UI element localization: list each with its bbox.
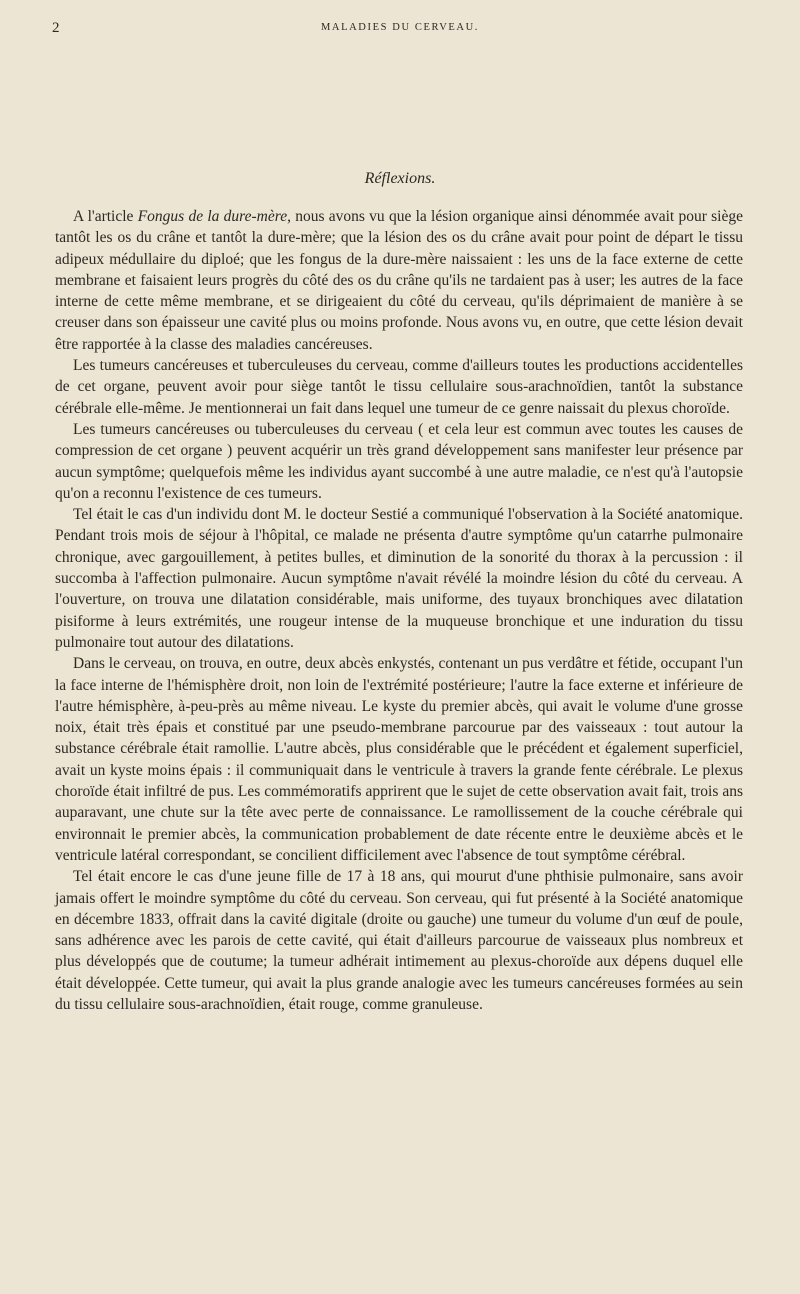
running-head: MALADIES DU CERVEAU. (320, 22, 480, 33)
paragraph (55, 206, 743, 355)
paragraph: Tel était encore le cas d'une jeune fille de 17 à 18 ans, qui mourut d'une phthisie pulmonaire, sans avoir jamais offert le moindre symptôme du côté du cerveau. Son cerveau, qui fut présenté à la Société anatomique en décembre 1833, offrait dans la cavité digitale (droite ou gauche) une tumeur du volume d'un œuf de poule, sans adhérence avec les parois de cette cavité, qui était d'ailleurs parcourue de vaisseaux plus nombreux et plus développés que de coutume; la tumeur adhérait intimement au plexus-choroïde aux dépens duquel elle était développée. Cette tumeur, qui avait la plus grande analogie avec les tumeurs cancéreuses formées au sein du tissu cellulaire sous-arachnoïdien, était rouge, comme granuleuse. (55, 868, 743, 1013)
emphasis-term: Fongus de la dure-mère (137, 208, 288, 225)
page-number: 2 (52, 20, 60, 36)
paragraph: Dans le cerveau, on trouva, en outre, deux abcès enkystés, contenant un pus verdâtre et fétide, occupant l'un la face interne de l'hémisphère droit, non loin de l'extrémité postérieure; l'autre la face externe et inférieure de l'autre hémisphère, à-peu-près au même niveau. Le kyste du premier abcès, qui avait le volume d'une grosse noix, était très épais et constitué par une pseudo-membrane parcourue par des vaisseaux : tout autour la substance cérébrale était ramollie. L'autre abcès, plus considérable que le précédent et également superficiel, avait un kyste moins épais : il communiquait dans le ventricule à travers la grande fente cérébrale. Le plexus choroïde était infiltré de pus. Les commémoratifs apprirent que le sujet de cette observation avait fait, trois ans auparavant, une chute sur la tête avec perte de connaissance. Le ramollissement de la couche cérébrale qui environnait le premier abcès, la communication probablement de date récente entre le deuxième abcès et le ventricule latéral correspondant, se concilient difficilement avec l'absence de tout symptôme cérébral. (55, 655, 743, 864)
paragraph: Les tumeurs cancéreuses et tuberculeuses du cerveau, comme d'ailleurs toutes les productions accidentelles de cet organe, peuvent avoir pour siège tantôt le tissu cellulaire sous-arachnoïdien, tantôt la substance cérébrale elle-même. Je mentionnerai un fait dans lequel une tumeur de ce genre naissait du plexus choroïde. (55, 357, 743, 417)
paragraph: Les tumeurs cancéreuses ou tuberculeuses du cerveau ( et cela leur est commun avec toutes les causes de compression de cet organe ) peuvent acquérir un très grand développement sans manifester leur présence par aucun symptôme; quelquefois même les individus ayant succombé à une autre maladie, ce n'est qu'à l'autopsie qu'on a reconnu l'existence de ces tumeurs. (55, 420, 743, 502)
body-text (55, 206, 743, 1015)
page-header (0, 20, 800, 42)
paragraph-rest: , nous avons vu que la lésion organique ainsi dénommée avait pour siège tantôt les os du crâne et tantôt la dure-mère; que la lésion des os du crâne avait pour point de départ le tissu adipeux médullaire du diploé; que les fongus de la dure-mère naissaient : les uns de la face externe de cette membrane et faisaient leurs progrès du côté des os du crâne qu'ils ne tardaient pas à user; les autres de la face interne de cette même membrane, et se dirigeaient du côté du cerveau, qu'ils déprimaient de manière à se creuser dans son épaisseur une cavité plus ou moins profonde. Nous avons vu, en outre, que cette lésion devait être rapportée à la classe des maladies cancéreuses. (55, 208, 743, 353)
paragraph: Tel était le cas d'un individu dont M. le docteur Sestié a communiqué l'observation à la Société anatomique. Pendant trois mois de séjour à l'hôpital, ce malade ne présenta d'autre symptôme qu'un catarrhe pulmonaire chronique, avec gargouillement, à petites bulles, et diminution de la sonorité du thorax à la percussion : il succomba à l'affection pulmonaire. Aucun symptôme n'avait révélé la moindre lésion du côté du cerveau. A l'ouverture, on trouva une dilatation considérable, mais uniforme, des tuyaux bronchiques avec dilatation pisiforme à leurs extrémités, une rougeur intense de la muqueuse bronchique et une induration du tissu pulmonaire tout autour des dilatations. (55, 506, 743, 651)
section-title: Réflexions. (364, 170, 436, 187)
paragraph-lead: A l'article (73, 208, 138, 225)
